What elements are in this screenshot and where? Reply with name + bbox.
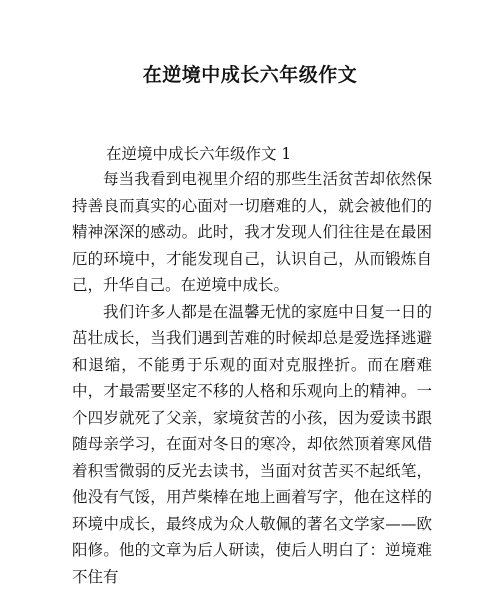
essay-paragraph: 每当我看到电视里介绍的那些生活贫苦却依然保持善良而真实的心面对一切磨难的人，就会被他们的精神深深的感动。此时，我才发现人们往往是在最困厄的环境中，才能发现自己，认识自己，从而锻炼自己，升华自己。在逆境中成长。 bbox=[72, 166, 432, 299]
essay-heading: 在逆境中成长六年级作文 1 bbox=[106, 143, 291, 165]
document-title: 在逆境中成长六年级作文 bbox=[0, 62, 500, 88]
essay-body bbox=[72, 166, 432, 590]
essay-paragraph: 我们许多人都是在温馨无忧的家庭中日复一日的茁壮成长，当我们遇到苦难的时候却总是爱选择逃避和退缩，不能勇于乐观的面对克服挫折。而在磨难中，才最需要坚定不移的人格和乐观向上的精神。一个四岁就死了父亲，家境贫苦的小孩，因为爱读书跟随母亲学习，在面对冬日的寒冷，却依然顶着寒风借着积雪微弱的反光去读书，当面对贫苦买不起纸笔，他没有气馁，用芦柴棒在地上画着写字，他在这样的环境中成长，最终成为众人敬佩的著名文学家——欧阳修。他的文章为后人研读，使后人明白了：逆境难不住有 bbox=[72, 299, 432, 590]
